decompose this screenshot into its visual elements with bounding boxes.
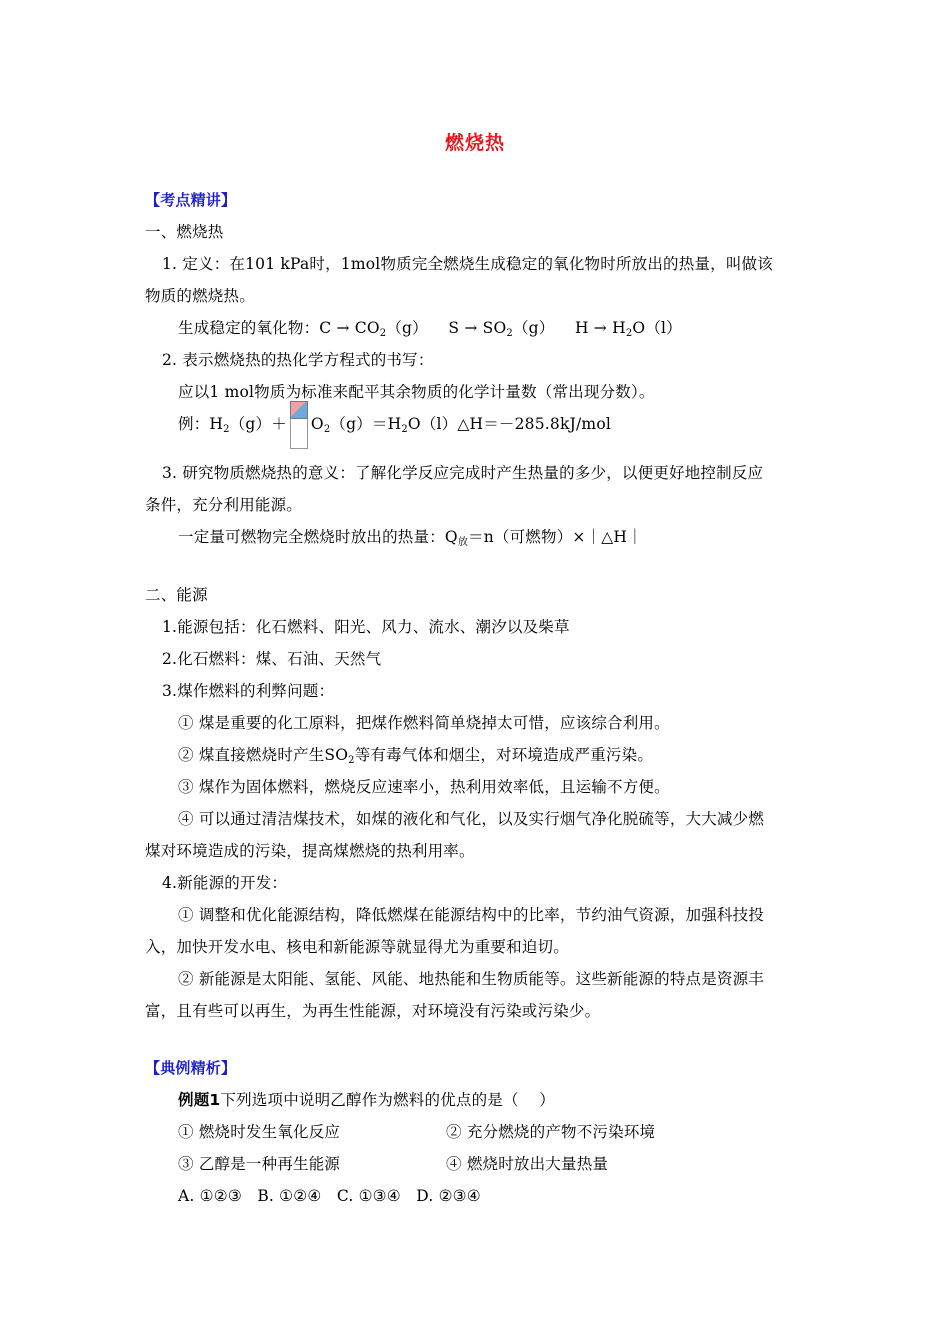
coal-point-1: ① 煤是重要的化工原料，把煤作燃料简单烧掉太可惜，应该综合利用。 xyxy=(178,714,670,732)
energy-item-1: 1.能源包括：化石燃料、阳光、风力、流水、潮汐以及柴草 xyxy=(162,618,570,636)
definition-line-2: 物质的燃烧热。 xyxy=(145,287,255,305)
equation-writing-heading: 2. 表示燃烧热的热化学方程式的书写： xyxy=(162,351,434,369)
subscript: 2 xyxy=(223,424,230,435)
heat-formula-prefix: 一定量可燃物完全燃烧时放出的热量：Q xyxy=(178,528,458,546)
stable-oxides-prefix: 生成稳定的氧化物：C → CO xyxy=(178,319,380,337)
section-header-examples: 【典例精析】 xyxy=(145,1059,237,1077)
example-eq-mid2: O xyxy=(310,415,324,433)
heading-combustion-heat: 一、燃烧热 xyxy=(145,223,224,241)
new-energy-point-1-line-1: ① 调整和优化能源结构，降低燃煤在能源结构中的比率，节约油气资源，加强科技投 xyxy=(178,906,765,924)
new-energy-point-2-line-1: ② 新能源是太阳能、氢能、风能、地热能和生物质能等。这些新能源的特点是资源丰 xyxy=(178,970,765,988)
coal-point-2-prefix: ② 煤直接燃烧时产生SO xyxy=(178,746,349,764)
question-text: 下列选项中说明乙醇作为燃料的优点的是（ ） xyxy=(220,1091,555,1109)
stable-oxides-line xyxy=(178,318,682,338)
subscript: 2 xyxy=(401,424,408,435)
example-equation xyxy=(178,400,611,449)
stable-oxides-end: O（l） xyxy=(632,319,682,337)
definition-line-1: 1. 定义：在101 kPa时，1mol物质完全燃烧生成稳定的氧化物时所放出的热量，叫做该 xyxy=(162,255,773,273)
section-header-key-points: 【考点精讲】 xyxy=(145,191,237,209)
broken-image-icon xyxy=(290,401,308,419)
option-statement-4: ④ 燃烧时放出大量热量 xyxy=(446,1155,609,1173)
coal-point-4-line-2: 煤对环境造成的污染，提高煤燃烧的热利用率。 xyxy=(145,842,475,860)
significance-line-1: 3. 研究物质燃烧热的意义：了解化学反应完成时产生热量的多少，以便更好地控制反应 xyxy=(162,464,764,482)
fraction-image-icon xyxy=(290,401,308,449)
example-eq-end: O（l）△H＝－285.8kJ/mol xyxy=(407,415,612,433)
energy-item-2: 2.化石燃料：煤、石油、天然气 xyxy=(162,650,382,668)
subscript: 2 xyxy=(323,424,331,435)
subscript: 2 xyxy=(379,328,387,339)
heat-formula-end: ＝n（可燃物）×｜△H｜ xyxy=(468,528,643,546)
option-statement-3: ③ 乙醇是一种再生能源 xyxy=(178,1155,341,1173)
equation-writing-detail: 应以1 mol物质为标准来配平其余物质的化学计量数（常出现分数）。 xyxy=(178,383,655,401)
subscript: 放 xyxy=(457,537,469,548)
option-statement-2: ② 充分燃烧的产物不污染环境 xyxy=(446,1123,656,1141)
example-eq-mid1: （g）＋ xyxy=(229,415,287,433)
page-title: 燃烧热 xyxy=(444,132,505,154)
significance-line-2: 条件，充分利用能源。 xyxy=(145,496,303,514)
question-label: 例题 xyxy=(178,1091,210,1109)
coal-point-2 xyxy=(178,745,653,765)
heat-formula xyxy=(178,527,643,547)
new-energy-point-1-line-2: 入，加快开发水电、核电和新能源等就显得尤为重要和迫切。 xyxy=(145,938,569,956)
question-number: 1 xyxy=(209,1091,221,1109)
coal-point-4-line-1: ④ 可以通过清洁煤技术，如煤的液化和气化，以及实行烟气净化脱硫等，大大减少燃 xyxy=(178,810,765,828)
energy-item-4: 4.新能源的开发： xyxy=(162,874,288,892)
new-energy-point-2-line-2: 富，且有些可以再生，为再生性能源，对环境没有污染或污染少。 xyxy=(145,1002,601,1020)
stable-oxides-mid1: （g） S → SO xyxy=(386,319,507,337)
example-question xyxy=(178,1090,555,1110)
example-eq-mid3: （g）＝H xyxy=(330,415,402,433)
energy-item-3: 3.煤作燃料的利弊问题： xyxy=(162,682,335,700)
subscript: 2 xyxy=(506,328,513,339)
subscript: 2 xyxy=(348,755,355,766)
example-eq-prefix: 例：H xyxy=(178,415,224,433)
heading-energy: 二、能源 xyxy=(145,586,208,604)
answer-choices: A. ①②③ B. ①②④ C. ①③④ D. ②③④ xyxy=(178,1187,481,1205)
coal-point-3: ③ 煤作为固体燃料，燃烧反应速率小，热利用效率低，且运输不方便。 xyxy=(178,778,670,796)
coal-point-2-end: 等有毒气体和烟尘，对环境造成严重污染。 xyxy=(354,746,654,764)
stable-oxides-mid2: （g） H → H xyxy=(512,319,626,337)
option-statement-1: ① 燃烧时发生氧化反应 xyxy=(178,1123,341,1141)
subscript: 2 xyxy=(625,328,633,339)
